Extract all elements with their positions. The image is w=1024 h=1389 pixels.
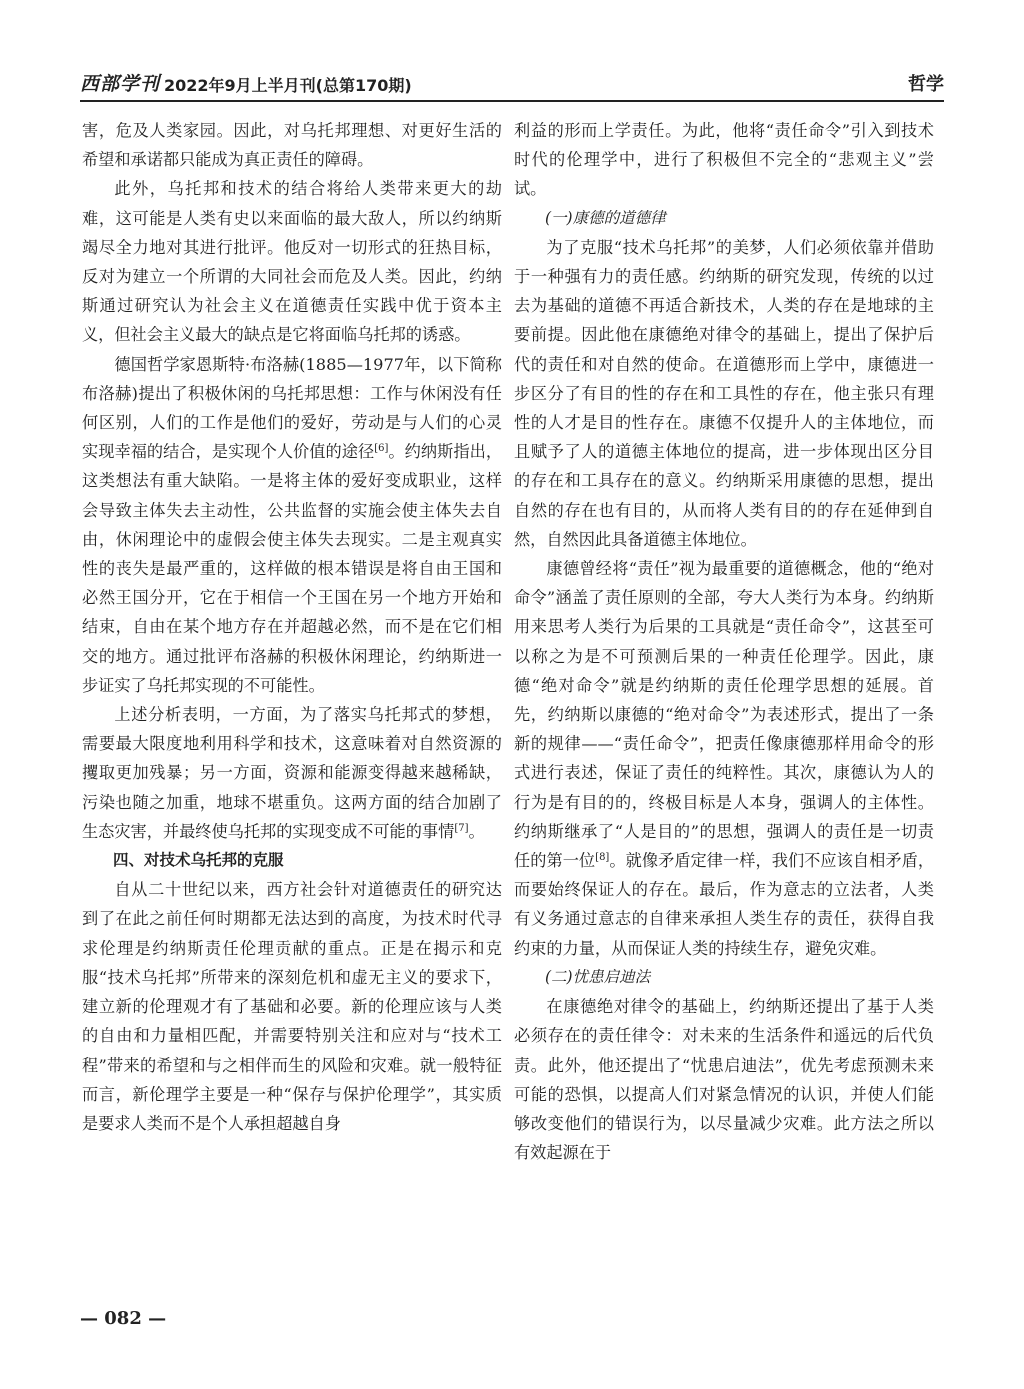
citation-ref[interactable]: [8] xyxy=(595,852,610,864)
citation-ref[interactable]: [6] xyxy=(374,443,389,455)
paragraph-text: 康德曾经将“责任”视为最重要的道德概念，他的“绝对命令”涵盖了责任原则的全部，夸大人类行为本身。约纳斯用来思考人类行为后果的工具就是“责任命令”，这甚至可以称之为是不可预测后果的一种责任伦理学。因此，康德“绝对命令”就是约纳斯的责任伦理学思想的延展。首先，约纳斯以康德的“绝对命令”为表述形式，提出了一条新的规律——“责任命令”，把责任像康德那样用命令的形式进行表述，保证了责任的纯粹性。其次，康德认为人的行为是有目的的，终极目标是人本身，强调人的主体性。约纳斯继承了“人是目的”的思想，强调人的责任是一切责任的第一位 xyxy=(514,559,934,871)
paragraph: 害，危及人类家园。因此，对乌托邦理想、对更好生活的希望和承诺都只能成为真正责任的障碍。 xyxy=(82,121,502,170)
right-column xyxy=(514,116,934,1167)
paragraph-text: 。约纳斯指出，这类想法有重大缺陷。一是将主体的爱好变成职业，这样会导致主体失去主动性，公共监督的实施会使主体失去自由，休闲理论中的虚假会使主体失去现实。二是主观真实性的丧失是最严重的，这样做的根本错误是将自由王国和必然王国分开，它在于相信一个王国在另一个地方开始和结束，自由在某个地方存在并超越必然，而不是在它们相交的地方。通过批评布洛赫的积极休闲理论，约纳斯进一步证实了乌托邦实现的不可能性。 xyxy=(82,442,503,695)
paragraph: 利益的形而上学责任。为此，他将“责任命令”引入到技术时代的伦理学中，进行了积极但不完全的“悲观主义”尝试。 xyxy=(514,121,934,199)
section-label: 哲学 xyxy=(908,74,944,95)
paragraph: 此外，乌托邦和技术的结合将给人类带来更大的劫难，这可能是人类有史以来面临的最大敌人，所以约纳斯竭尽全力地对其进行批评。他反对一切形式的狂热目标，反对为建立一个所谓的大同社会而危及人类。因此，约纳斯通过研究认为社会主义在道德责任实践中优于资本主义，但社会主义最大的缺点是它将面临乌托邦的诱惑。 xyxy=(82,179,502,345)
paragraph: 在康德绝对律令的基础上，约纳斯还提出了基于人类必须存在的责任律令：对未来的生活条件和遥远的后代负责。此外，他还提出了“忧患启迪法”，优先考虑预测未来可能的恐惧，以提高人们对紧急情况的认识，并使人们能够改变他们的错误行为，以尽量减少灾难。此方法之所以有效起源在于 xyxy=(514,997,934,1163)
paragraph xyxy=(82,700,502,846)
paragraph xyxy=(82,350,502,700)
running-header xyxy=(80,70,944,102)
journal-logo: 西部学刊 xyxy=(80,73,161,95)
issue-info: 2022年9月上半月刊(总第170期) xyxy=(164,76,412,95)
header-left xyxy=(80,69,412,100)
paragraph-text: 。就像矛盾定律一样，我们不应该自相矛盾，而要始终保证人的存在。最后，作为意志的立法者，人类有义务通过意志的自律来承担人类生存的责任，获得自我约束的力量，从而保证人类的持续生存，避免灾难。 xyxy=(514,851,935,958)
paragraph: 自从二十世纪以来，西方社会针对道德责任的研究达到了在此之前任何时期都无法达到的高度，为技术时代寻求伦理是约纳斯责任伦理贡献的重点。正是在揭示和克服“技术乌托邦”所带来的深刻危机和虚无主义的要求下，建立新的伦理观才有了基础和必要。新的伦理应该与人类的自由和力量相匹配，并需要特别关注和应对与“技术工程”带来的希望和与之相伴而生的风险和灾难。就一般特征而言，新伦理学主要是一种“保存与保护伦理学”，其实质是要求人类而不是个人承担超越自身 xyxy=(82,880,502,1133)
citation-ref[interactable]: [7] xyxy=(454,822,469,834)
page-number: — 082 — xyxy=(80,1308,167,1329)
paragraph xyxy=(514,554,934,963)
section-heading: 四、对技术乌托邦的克服 xyxy=(113,851,284,870)
subsection-heading: (二)忧患启迪法 xyxy=(545,967,651,986)
subsection-heading: (一)康德的道德律 xyxy=(545,208,666,227)
paragraph: 为了克服“技术乌托邦”的美梦，人们必须依靠并借助于一种强有力的责任感。约纳斯的研究发现，传统的以过去为基础的道德不再适合新技术，人类的存在是地球的主要前提。因此他在康德绝对律令的基础上，提出了保护后代的责任和对自然的使命。在道德形而上学中，康德进一步区分了有目的性的存在和工具性的存在，他主张只有理性的人才是目的性存在。康德不仅提升人的主体地位，而且赋予了人的道德主体地位的提高，进一步体现出区分目的存在和工具存在的意义。约纳斯采用康德的思想，提出自然的存在也有目的，从而将人类有目的的存在延伸到自然，自然因此具备道德主体地位。 xyxy=(514,237,934,549)
left-column xyxy=(82,116,502,1138)
paragraph-text: 上述分析表明，一方面，为了落实乌托邦式的梦想，需要最大限度地利用科学和技术，这意味着对自然资源的攫取更加残暴；另一方面，资源和能源变得越来越稀缺，污染也随之加重，地球不堪重负。这两方面的结合加剧了生态灾害，并最终使乌托邦的实现变成不可能的事情 xyxy=(82,705,502,841)
paragraph-text: 。 xyxy=(468,821,485,841)
paragraph-text: 德国哲学家恩斯特·布洛赫(1885—1977年，以下简称布洛赫)提出了积极休闲的乌托邦思想：工作与休闲没有任何区别，人们的工作是他们的爱好，劳动是与人们的心灵实现幸福的结合，是实现个人价值的途径 xyxy=(82,354,502,462)
